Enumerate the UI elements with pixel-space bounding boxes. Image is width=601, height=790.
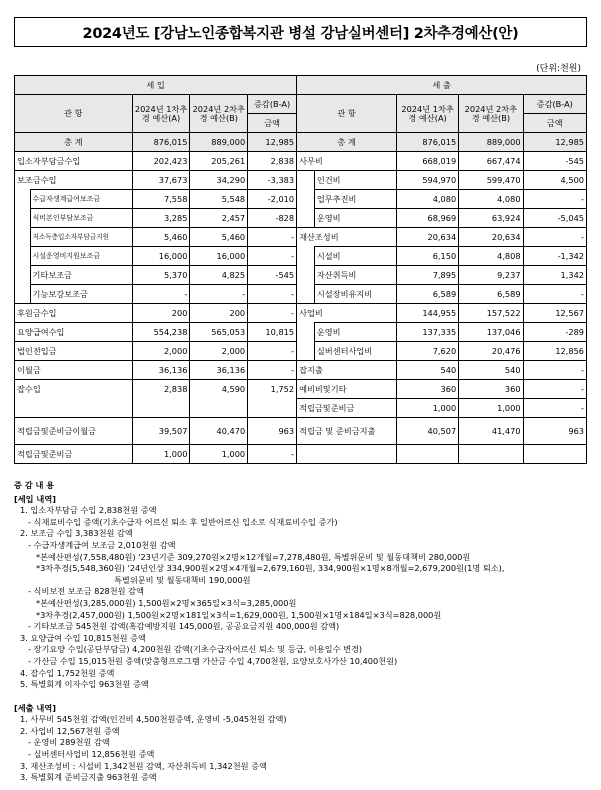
- table-row: [15, 361, 587, 380]
- income-a: 202,423: [132, 152, 190, 171]
- income-label: 적립금및준비금: [15, 445, 133, 464]
- income-a: 2,000: [132, 342, 190, 361]
- expense-a: 6,589: [397, 285, 459, 304]
- income-b: 5,460: [190, 228, 248, 247]
- expense-diff: -: [523, 399, 586, 418]
- expense-label: 재산조성비: [297, 228, 397, 247]
- income-diff: -: [248, 228, 297, 247]
- income-header: 세 입: [15, 76, 297, 95]
- table-row: [15, 445, 587, 464]
- note-line: - 운영비 289천원 감액: [28, 737, 110, 748]
- income-a: 5,460: [132, 228, 190, 247]
- expense-diff: 1,342: [523, 266, 586, 285]
- income-label: 기능보강보조금: [30, 285, 132, 304]
- note-line: - 식재료비수입 증액(기초수급자 어르신 퇴소 후 일반어르신 입소로 식재료비수입 증가): [28, 516, 338, 527]
- note-line: *본예산편성(3,285,000원) 1,500원×2명×365일×3식=3,285,000원: [36, 597, 297, 608]
- table-row: [15, 323, 587, 342]
- income-label: 식비본인부담보조금: [30, 209, 132, 228]
- income-amount-header: 금액: [248, 114, 297, 133]
- income-a: 200: [132, 304, 190, 323]
- expense-b: 1,000: [459, 399, 523, 418]
- expense-item-header: 관 항: [297, 95, 397, 133]
- expense-b: 667,474: [459, 152, 523, 171]
- note-line: 5. 특별회계 이자수입 963천원 증액: [20, 679, 149, 690]
- income-a: -: [132, 285, 190, 304]
- income-total-diff: 12,985: [248, 133, 297, 152]
- expense-label: 시설장비유지비: [314, 285, 396, 304]
- expense-a: 360: [397, 380, 459, 399]
- expense-diff: 4,500: [523, 171, 586, 190]
- income-diff: -545: [248, 266, 297, 285]
- expense-label: 운영비: [314, 323, 396, 342]
- expense-label: 잡지출: [297, 361, 397, 380]
- expense-label: 업무추진비: [314, 190, 396, 209]
- income-a: 554,238: [132, 323, 190, 342]
- table-row: [15, 304, 587, 323]
- expense-b: 360: [459, 380, 523, 399]
- income-b: -: [190, 285, 248, 304]
- note-line: 3. 요양급여 수입 10,815천원 증액: [20, 632, 146, 643]
- income-b: 565,053: [190, 323, 248, 342]
- income-first-header: 2024년 1차추경 예산(A): [132, 95, 190, 133]
- expense-a: 144,955: [397, 304, 459, 323]
- expense-b: 20,476: [459, 342, 523, 361]
- income-label: 보조금수입: [15, 171, 133, 190]
- expense-b: 9,237: [459, 266, 523, 285]
- table-row: [15, 228, 587, 247]
- income-diff: -: [248, 285, 297, 304]
- income-a: 37,673: [132, 171, 190, 190]
- expense-total-a: 876,015: [397, 133, 459, 152]
- expense-b: 599,470: [459, 171, 523, 190]
- expense-diff: -289: [523, 323, 586, 342]
- income-a: 7,558: [132, 190, 190, 209]
- note-line: - 장기요양 수입(공단부담금) 4,200천원 감액(기초수급자어르신 퇴소 및 등급, 이용일수 변경): [28, 644, 363, 655]
- income-b: 5,548: [190, 190, 248, 209]
- note-line: *3차추경(5,548,360원) '24년인상 334,900원×2명×4개월=2,679,160원, 334,900원×1명×8개월=2,679,200원(1명 퇴소),: [36, 563, 505, 574]
- income-b: 36,136: [190, 361, 248, 380]
- income-label: 기타보조금: [30, 266, 132, 285]
- note-line: - 수급자생계급여 보조금 2,010천원 감액: [28, 539, 176, 550]
- expense-b: 4,080: [459, 190, 523, 209]
- table-row: [15, 209, 587, 228]
- note-line: 1. 사무비 545천원 감액(인건비 4,500천원증액, 운영비 -5,045천원 감액): [20, 714, 287, 725]
- expense-diff: -: [523, 361, 586, 380]
- note-line: *3차추경(2,457,000원) 1,500원×2명×181일×3식=1,629,000원, 1,500원×1명×184일×3식=828,000원: [36, 609, 442, 620]
- expense-diff: 12,856: [523, 342, 586, 361]
- expense-diff: -545: [523, 152, 586, 171]
- expense-diff: -: [523, 380, 586, 399]
- note-line: 2. 보조금 수입 3,383천원 감액: [20, 528, 133, 539]
- table-row: [15, 152, 587, 171]
- expense-amount-header: 금액: [523, 114, 586, 133]
- income-label: 이월금: [15, 361, 133, 380]
- note-line: 특별위문비 및 월동대책비 190,000원: [114, 574, 251, 585]
- income-diff: -: [248, 247, 297, 266]
- income-notes-title: [세입 내역]: [14, 493, 56, 504]
- income-label: 법인전입금: [15, 342, 133, 361]
- expense-total-b: 889,000: [459, 133, 523, 152]
- table-row: [15, 247, 587, 266]
- income-diff: 10,815: [248, 323, 297, 342]
- expense-label: 운영비: [314, 209, 396, 228]
- income-diff: 963: [248, 418, 297, 445]
- income-total-label: 총 계: [15, 133, 133, 152]
- note-line: 2. 사업비 12,567천원 증액: [20, 725, 120, 736]
- income-diff: -: [248, 445, 297, 464]
- expense-b: 137,046: [459, 323, 523, 342]
- table-row: [15, 380, 587, 399]
- expense-diff: -: [523, 285, 586, 304]
- income-a: 36,136: [132, 361, 190, 380]
- expense-b: 63,924: [459, 209, 523, 228]
- income-a: 2,838: [132, 380, 190, 399]
- income-diff: -2,010: [248, 190, 297, 209]
- income-label: 후원금수입: [15, 304, 133, 323]
- income-b: 40,470: [190, 418, 248, 445]
- income-label: 시설운영비지원보조금: [30, 247, 132, 266]
- expense-a: 68,969: [397, 209, 459, 228]
- note-line: - 식비보전 보조금 828천원 감액: [28, 586, 144, 597]
- income-b: 34,290: [190, 171, 248, 190]
- note-line: 3. 재산조성비 : 시설비 1,342천원 감액, 자산취득비 1,342천원 증액: [20, 760, 267, 771]
- income-diff: 2,838: [248, 152, 297, 171]
- expense-b: 157,522: [459, 304, 523, 323]
- expense-first-header: 2024년 1차추경 예산(A): [397, 95, 459, 133]
- expense-a: 4,080: [397, 190, 459, 209]
- income-diff-header: 증감(B-A): [248, 95, 297, 114]
- table-row: [15, 190, 587, 209]
- table-row: [15, 171, 587, 190]
- income-label: 수급자생계급여보조금: [30, 190, 132, 209]
- income-diff: -: [248, 342, 297, 361]
- expense-diff: -: [523, 190, 586, 209]
- income-label: 요양급여수입: [15, 323, 133, 342]
- income-label: 잡수입: [15, 380, 133, 399]
- income-diff: -: [248, 304, 297, 323]
- income-b: 2,457: [190, 209, 248, 228]
- expense-b: 41,470: [459, 418, 523, 445]
- expense-label: 적립금및준비금: [297, 399, 397, 418]
- expense-diff-header: 증감(B-A): [523, 95, 586, 114]
- expense-a: 40,507: [397, 418, 459, 445]
- note-line: *본예산편성(7,558,480원) '23년기준 309,270원×2명×12개월=7,278,480원, 특별위문비 및 월동대책비 280,000원: [36, 551, 471, 562]
- income-second-header: 2024년 2차추경 예산(B): [190, 95, 248, 133]
- expense-a: 594,970: [397, 171, 459, 190]
- expense-diff: -5,045: [523, 209, 586, 228]
- income-total-a: 876,015: [132, 133, 190, 152]
- income-diff: -: [248, 361, 297, 380]
- expense-a: 7,895: [397, 266, 459, 285]
- note-line: 4. 잡수입 1,752천원 증액: [20, 667, 115, 678]
- table-row: [15, 399, 587, 418]
- unit-label: (단위:천원): [536, 64, 581, 74]
- expense-diff: 12,567: [523, 304, 586, 323]
- expense-label: 시설비: [314, 247, 396, 266]
- expense-notes-title: [세출 내역]: [14, 702, 56, 713]
- income-total-b: 889,000: [190, 133, 248, 152]
- table-row: [15, 418, 587, 445]
- expense-total-diff: 12,985: [523, 133, 586, 152]
- expense-a: 540: [397, 361, 459, 380]
- expense-diff: 963: [523, 418, 586, 445]
- budget-table: [14, 75, 587, 464]
- income-label: 입소자부담금수입: [15, 152, 133, 171]
- expense-diff: -1,342: [523, 247, 586, 266]
- income-a: 1,000: [132, 445, 190, 464]
- expense-label: 사무비: [297, 152, 397, 171]
- income-b: 16,000: [190, 247, 248, 266]
- expense-a: 6,150: [397, 247, 459, 266]
- document-title: 2024년도 [강남노인종합복지관 병설 강남실버센터] 2차추경예산(안): [14, 17, 587, 47]
- expense-a: 1,000: [397, 399, 459, 418]
- income-b: 2,000: [190, 342, 248, 361]
- income-b: 200: [190, 304, 248, 323]
- income-item-header: 관 항: [15, 95, 133, 133]
- expense-header: 세 출: [297, 76, 587, 95]
- income-a: 39,507: [132, 418, 190, 445]
- income-b: 4,590: [190, 380, 248, 399]
- expense-a: 668,019: [397, 152, 459, 171]
- note-line: 1. 입소자부담금 수입 2,838천원 증액: [20, 505, 157, 516]
- expense-a: 7,620: [397, 342, 459, 361]
- expense-label: 자산취득비: [314, 266, 396, 285]
- note-line: - 기타보조금 545천원 감액(혹감예방지원 145,000원, 공공요금지원 400,000원 감액): [28, 621, 340, 632]
- income-label: 저소득층입소자부담금지원: [30, 228, 132, 247]
- expense-b: 4,808: [459, 247, 523, 266]
- income-label: 적립금및준비금이월금: [15, 418, 133, 445]
- expense-label: 사업비: [297, 304, 397, 323]
- expense-b: 20,634: [459, 228, 523, 247]
- expense-label: 실버센터사업비: [314, 342, 396, 361]
- expense-b: 540: [459, 361, 523, 380]
- notes-heading: 증 감 내 용: [14, 480, 55, 490]
- total-row: [15, 133, 587, 152]
- expense-a: 137,335: [397, 323, 459, 342]
- income-a: 5,370: [132, 266, 190, 285]
- notes-section: [14, 480, 587, 784]
- income-diff: -828: [248, 209, 297, 228]
- expense-label: 인건비: [314, 171, 396, 190]
- note-line: 3. 특별회계 준비금지출 963천원 증액: [20, 772, 157, 783]
- income-b: 1,000: [190, 445, 248, 464]
- expense-label: 적립금 및 준비금지출: [297, 418, 397, 445]
- income-b: 4,825: [190, 266, 248, 285]
- expense-a: 20,634: [397, 228, 459, 247]
- income-diff: -3,383: [248, 171, 297, 190]
- note-line: - 실버센터사업비 12,856천원 증액: [28, 749, 155, 760]
- table-row: [15, 285, 587, 304]
- expense-second-header: 2024년 2차추경 예산(B): [459, 95, 523, 133]
- income-a: 3,285: [132, 209, 190, 228]
- income-a: 16,000: [132, 247, 190, 266]
- income-diff: 1,752: [248, 380, 297, 399]
- table-row: [15, 266, 587, 285]
- expense-b: 6,589: [459, 285, 523, 304]
- table-row: [15, 342, 587, 361]
- income-b: 205,261: [190, 152, 248, 171]
- expense-label: 예비비및기타: [297, 380, 397, 399]
- note-line: - 가산금 수입 15,015천원 증액(맞춤형프로그램 가산금 수입 4,700천원, 요양보호사가산 10,400천원): [28, 655, 398, 666]
- expense-total-label: 총 계: [297, 133, 397, 152]
- expense-diff: -: [523, 228, 586, 247]
